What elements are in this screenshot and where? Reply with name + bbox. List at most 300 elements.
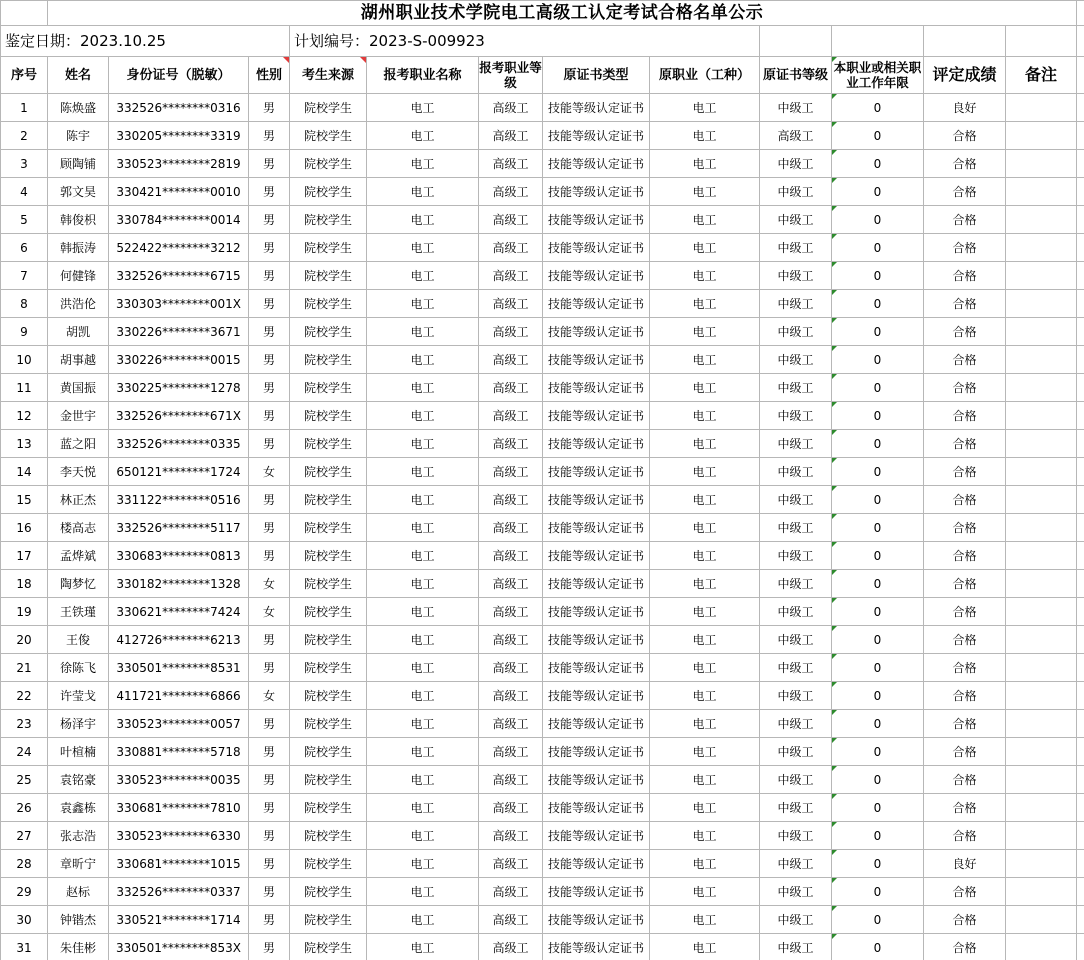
row-orig-occupation-cell[interactable]: 电工 [650,878,760,906]
edge-cell[interactable] [1077,318,1084,346]
row-level-cell[interactable]: 高级工 [479,626,543,654]
row-result-cell[interactable]: 合格 [924,514,1006,542]
row-result-cell[interactable]: 合格 [924,178,1006,206]
row-level-cell[interactable]: 高级工 [479,766,543,794]
row-remark-cell[interactable] [1006,150,1077,178]
row-gender-cell[interactable]: 男 [249,710,290,738]
row-gender-cell[interactable]: 男 [249,822,290,850]
row-result-cell[interactable]: 合格 [924,346,1006,374]
row-occupation-cell[interactable]: 电工 [367,94,479,122]
row-remark-cell[interactable] [1006,206,1077,234]
row-cert-type-cell[interactable]: 技能等级认定证书 [543,94,650,122]
row-source-cell[interactable]: 院校学生 [290,234,367,262]
row-work-years-cell[interactable]: 0 [832,430,924,458]
row-cert-level-cell[interactable]: 中级工 [760,374,832,402]
row-orig-occupation-cell[interactable]: 电工 [650,626,760,654]
row-cert-type-cell[interactable]: 技能等级认定证书 [543,346,650,374]
row-work-years-cell[interactable]: 0 [832,206,924,234]
row-cert-level-cell[interactable]: 中级工 [760,486,832,514]
row-gender-cell[interactable]: 女 [249,682,290,710]
row-cert-type-cell[interactable]: 技能等级认定证书 [543,318,650,346]
row-work-years-cell[interactable]: 0 [832,878,924,906]
row-work-years-cell[interactable]: 0 [832,542,924,570]
row-source-cell[interactable]: 院校学生 [290,122,367,150]
row-level-cell[interactable]: 高级工 [479,206,543,234]
row-cert-level-cell[interactable]: 中级工 [760,878,832,906]
row-level-cell[interactable]: 高级工 [479,178,543,206]
row-occupation-cell[interactable]: 电工 [367,150,479,178]
row-orig-occupation-cell[interactable]: 电工 [650,822,760,850]
row-id-cell[interactable]: 330182********1328 [109,570,249,598]
edge-cell[interactable] [1077,794,1084,822]
row-name-cell[interactable]: 孟烨斌 [48,542,109,570]
row-orig-occupation-cell[interactable]: 电工 [650,598,760,626]
edge-cell[interactable] [1077,906,1084,934]
header-level[interactable]: 报考职业等级 [479,57,543,94]
row-id-cell[interactable]: 330523********6330 [109,822,249,850]
row-cert-type-cell[interactable]: 技能等级认定证书 [543,542,650,570]
row-gender-cell[interactable]: 男 [249,318,290,346]
row-gender-cell[interactable]: 男 [249,542,290,570]
edge-cell[interactable] [1077,346,1084,374]
row-source-cell[interactable]: 院校学生 [290,486,367,514]
row-work-years-cell[interactable]: 0 [832,514,924,542]
edge-cell[interactable] [1077,122,1084,150]
row-work-years-cell[interactable]: 0 [832,178,924,206]
row-source-cell[interactable]: 院校学生 [290,626,367,654]
row-remark-cell[interactable] [1006,682,1077,710]
edge-cell[interactable] [1077,570,1084,598]
row-id-cell[interactable]: 330681********7810 [109,794,249,822]
header-cert-type[interactable]: 原证书类型 [543,57,650,94]
row-cert-level-cell[interactable]: 中级工 [760,542,832,570]
row-result-cell[interactable]: 合格 [924,486,1006,514]
row-name-cell[interactable]: 蓝之阳 [48,430,109,458]
row-no-cell[interactable]: 19 [1,598,48,626]
row-id-cell[interactable]: 330501********8531 [109,654,249,682]
row-result-cell[interactable]: 合格 [924,626,1006,654]
row-remark-cell[interactable] [1006,430,1077,458]
edge-cell[interactable] [1077,682,1084,710]
row-remark-cell[interactable] [1006,626,1077,654]
row-cert-level-cell[interactable]: 中级工 [760,234,832,262]
row-level-cell[interactable]: 高级工 [479,906,543,934]
row-name-cell[interactable]: 钟锴杰 [48,906,109,934]
row-remark-cell[interactable] [1006,654,1077,682]
row-cert-type-cell[interactable]: 技能等级认定证书 [543,850,650,878]
row-occupation-cell[interactable]: 电工 [367,766,479,794]
row-id-cell[interactable]: 332526********671X [109,402,249,430]
row-remark-cell[interactable] [1006,346,1077,374]
edge-cell[interactable] [1077,402,1084,430]
row-cert-type-cell[interactable]: 技能等级认定证书 [543,430,650,458]
edge-cell[interactable] [1077,234,1084,262]
row-result-cell[interactable]: 合格 [924,262,1006,290]
row-gender-cell[interactable]: 男 [249,234,290,262]
row-id-cell[interactable]: 330225********1278 [109,374,249,402]
row-remark-cell[interactable] [1006,822,1077,850]
header-source[interactable]: 考生来源 [290,57,367,94]
row-no-cell[interactable]: 24 [1,738,48,766]
row-cert-type-cell[interactable]: 技能等级认定证书 [543,710,650,738]
row-level-cell[interactable]: 高级工 [479,430,543,458]
row-id-cell[interactable]: 411721********6866 [109,682,249,710]
row-remark-cell[interactable] [1006,710,1077,738]
row-work-years-cell[interactable]: 0 [832,934,924,960]
row-orig-occupation-cell[interactable]: 电工 [650,178,760,206]
row-id-cell[interactable]: 412726********6213 [109,626,249,654]
row-id-cell[interactable]: 330523********0057 [109,710,249,738]
row-gender-cell[interactable]: 男 [249,626,290,654]
row-cert-level-cell[interactable]: 中级工 [760,598,832,626]
row-name-cell[interactable]: 顾陶铺 [48,150,109,178]
row-cert-type-cell[interactable]: 技能等级认定证书 [543,738,650,766]
row-remark-cell[interactable] [1006,794,1077,822]
row-occupation-cell[interactable]: 电工 [367,486,479,514]
row-work-years-cell[interactable]: 0 [832,94,924,122]
row-source-cell[interactable]: 院校学生 [290,206,367,234]
row-occupation-cell[interactable]: 电工 [367,794,479,822]
row-id-cell[interactable]: 330501********853X [109,934,249,960]
row-level-cell[interactable]: 高级工 [479,150,543,178]
row-no-cell[interactable]: 1 [1,94,48,122]
row-orig-occupation-cell[interactable]: 电工 [650,934,760,960]
row-work-years-cell[interactable]: 0 [832,290,924,318]
row-gender-cell[interactable]: 男 [249,94,290,122]
row-id-cell[interactable]: 330523********0035 [109,766,249,794]
row-gender-cell[interactable]: 男 [249,486,290,514]
row-orig-occupation-cell[interactable]: 电工 [650,738,760,766]
row-gender-cell[interactable]: 男 [249,122,290,150]
row-remark-cell[interactable] [1006,850,1077,878]
row-remark-cell[interactable] [1006,374,1077,402]
title-left-empty-cell[interactable] [1,1,48,26]
row-level-cell[interactable]: 高级工 [479,654,543,682]
row-name-cell[interactable]: 王铁瑾 [48,598,109,626]
row-result-cell[interactable]: 合格 [924,542,1006,570]
row-occupation-cell[interactable]: 电工 [367,430,479,458]
row-orig-occupation-cell[interactable]: 电工 [650,346,760,374]
row-orig-occupation-cell[interactable]: 电工 [650,262,760,290]
row-source-cell[interactable]: 院校学生 [290,682,367,710]
row-name-cell[interactable]: 袁铭豪 [48,766,109,794]
row-no-cell[interactable]: 29 [1,878,48,906]
header-result[interactable]: 评定成绩 [924,57,1006,94]
row-remark-cell[interactable] [1006,934,1077,960]
row-cert-type-cell[interactable]: 技能等级认定证书 [543,290,650,318]
row-gender-cell[interactable]: 男 [249,178,290,206]
row-level-cell[interactable]: 高级工 [479,290,543,318]
row-no-cell[interactable]: 26 [1,794,48,822]
row-name-cell[interactable]: 韩振涛 [48,234,109,262]
edge-cell[interactable] [1077,822,1084,850]
row-result-cell[interactable]: 合格 [924,654,1006,682]
row-level-cell[interactable]: 高级工 [479,122,543,150]
row-orig-occupation-cell[interactable]: 电工 [650,150,760,178]
row-level-cell[interactable]: 高级工 [479,738,543,766]
row-id-cell[interactable]: 330784********0014 [109,206,249,234]
row-source-cell[interactable]: 院校学生 [290,850,367,878]
row-name-cell[interactable]: 章昕宁 [48,850,109,878]
row-occupation-cell[interactable]: 电工 [367,346,479,374]
row-work-years-cell[interactable]: 0 [832,150,924,178]
row-work-years-cell[interactable]: 0 [832,458,924,486]
row-occupation-cell[interactable]: 电工 [367,906,479,934]
row-no-cell[interactable]: 15 [1,486,48,514]
row-result-cell[interactable]: 合格 [924,234,1006,262]
row-occupation-cell[interactable]: 电工 [367,570,479,598]
row-orig-occupation-cell[interactable]: 电工 [650,122,760,150]
row-cert-type-cell[interactable]: 技能等级认定证书 [543,514,650,542]
row-gender-cell[interactable]: 男 [249,346,290,374]
row-remark-cell[interactable] [1006,766,1077,794]
row-gender-cell[interactable]: 女 [249,598,290,626]
header-name[interactable]: 姓名 [48,57,109,94]
edge-cell[interactable] [1077,94,1084,122]
row-id-cell[interactable]: 331122********0516 [109,486,249,514]
row-cert-level-cell[interactable]: 中级工 [760,346,832,374]
row-occupation-cell[interactable]: 电工 [367,122,479,150]
row-orig-occupation-cell[interactable]: 电工 [650,318,760,346]
row-source-cell[interactable]: 院校学生 [290,794,367,822]
row-name-cell[interactable]: 洪浩伦 [48,290,109,318]
row-cert-type-cell[interactable]: 技能等级认定证书 [543,626,650,654]
row-id-cell[interactable]: 330205********3319 [109,122,249,150]
row-level-cell[interactable]: 高级工 [479,570,543,598]
row-work-years-cell[interactable]: 0 [832,262,924,290]
row-result-cell[interactable]: 合格 [924,402,1006,430]
row-gender-cell[interactable]: 男 [249,262,290,290]
row-work-years-cell[interactable]: 0 [832,654,924,682]
row-no-cell[interactable]: 30 [1,906,48,934]
row-cert-level-cell[interactable]: 中级工 [760,794,832,822]
row-level-cell[interactable]: 高级工 [479,346,543,374]
row-level-cell[interactable]: 高级工 [479,94,543,122]
row-id-cell[interactable]: 330226********3671 [109,318,249,346]
row-source-cell[interactable]: 院校学生 [290,710,367,738]
row-no-cell[interactable]: 18 [1,570,48,598]
row-name-cell[interactable]: 赵标 [48,878,109,906]
row-work-years-cell[interactable]: 0 [832,766,924,794]
row-source-cell[interactable]: 院校学生 [290,878,367,906]
row-occupation-cell[interactable]: 电工 [367,458,479,486]
edge-cell[interactable] [1077,934,1084,960]
row-source-cell[interactable]: 院校学生 [290,458,367,486]
row-level-cell[interactable]: 高级工 [479,878,543,906]
row-name-cell[interactable]: 李天悦 [48,458,109,486]
row-result-cell[interactable]: 合格 [924,318,1006,346]
row-source-cell[interactable]: 院校学生 [290,178,367,206]
row-gender-cell[interactable]: 男 [249,766,290,794]
edge-cell[interactable] [1077,850,1084,878]
row-id-cell[interactable]: 332526********5117 [109,514,249,542]
row-orig-occupation-cell[interactable]: 电工 [650,430,760,458]
row-level-cell[interactable]: 高级工 [479,682,543,710]
header-work-years[interactable]: 本职业或相关职业工作年限 [832,57,924,94]
row-level-cell[interactable]: 高级工 [479,794,543,822]
row-work-years-cell[interactable]: 0 [832,598,924,626]
row-source-cell[interactable]: 院校学生 [290,906,367,934]
row-occupation-cell[interactable]: 电工 [367,710,479,738]
row-work-years-cell[interactable]: 0 [832,346,924,374]
row-no-cell[interactable]: 7 [1,262,48,290]
row-result-cell[interactable]: 合格 [924,458,1006,486]
row-orig-occupation-cell[interactable]: 电工 [650,94,760,122]
row-cert-level-cell[interactable]: 中级工 [760,514,832,542]
row-cert-level-cell[interactable]: 中级工 [760,458,832,486]
row-source-cell[interactable]: 院校学生 [290,570,367,598]
row-occupation-cell[interactable]: 电工 [367,374,479,402]
row-level-cell[interactable]: 高级工 [479,514,543,542]
edge-cell[interactable] [1077,486,1084,514]
row-level-cell[interactable]: 高级工 [479,542,543,570]
row-occupation-cell[interactable]: 电工 [367,682,479,710]
row-orig-occupation-cell[interactable]: 电工 [650,374,760,402]
row-occupation-cell[interactable]: 电工 [367,934,479,960]
edge-cell[interactable] [1077,178,1084,206]
row-level-cell[interactable]: 高级工 [479,934,543,960]
meta-empty-cell[interactable] [760,26,832,57]
row-source-cell[interactable]: 院校学生 [290,290,367,318]
row-result-cell[interactable]: 合格 [924,738,1006,766]
row-no-cell[interactable]: 16 [1,514,48,542]
row-cert-type-cell[interactable]: 技能等级认定证书 [543,766,650,794]
row-occupation-cell[interactable]: 电工 [367,822,479,850]
row-work-years-cell[interactable]: 0 [832,486,924,514]
row-no-cell[interactable]: 31 [1,934,48,960]
row-work-years-cell[interactable]: 0 [832,850,924,878]
meta-empty-cell[interactable] [1006,26,1077,57]
row-source-cell[interactable]: 院校学生 [290,514,367,542]
row-level-cell[interactable]: 高级工 [479,374,543,402]
row-name-cell[interactable]: 楼高志 [48,514,109,542]
row-orig-occupation-cell[interactable]: 电工 [650,682,760,710]
row-remark-cell[interactable] [1006,458,1077,486]
header-occupation[interactable]: 报考职业名称 [367,57,479,94]
row-source-cell[interactable]: 院校学生 [290,542,367,570]
row-no-cell[interactable]: 8 [1,290,48,318]
edge-cell[interactable] [1077,57,1084,94]
row-source-cell[interactable]: 院校学生 [290,318,367,346]
row-gender-cell[interactable]: 男 [249,150,290,178]
row-cert-level-cell[interactable]: 中级工 [760,850,832,878]
row-remark-cell[interactable] [1006,570,1077,598]
edge-cell[interactable] [1077,626,1084,654]
header-no[interactable]: 序号 [1,57,48,94]
row-gender-cell[interactable]: 女 [249,458,290,486]
row-work-years-cell[interactable]: 0 [832,318,924,346]
row-cert-type-cell[interactable]: 技能等级认定证书 [543,374,650,402]
row-cert-level-cell[interactable]: 中级工 [760,430,832,458]
edge-cell[interactable] [1077,514,1084,542]
appraisal-date-cell[interactable] [1,26,290,57]
row-cert-level-cell[interactable]: 中级工 [760,178,832,206]
row-id-cell[interactable]: 330421********0010 [109,178,249,206]
row-level-cell[interactable]: 高级工 [479,402,543,430]
row-work-years-cell[interactable]: 0 [832,738,924,766]
edge-cell[interactable] [1077,206,1084,234]
row-no-cell[interactable]: 22 [1,682,48,710]
edge-cell[interactable] [1077,766,1084,794]
row-orig-occupation-cell[interactable]: 电工 [650,486,760,514]
edge-cell[interactable] [1077,262,1084,290]
row-gender-cell[interactable]: 男 [249,654,290,682]
row-id-cell[interactable]: 522422********3212 [109,234,249,262]
row-name-cell[interactable]: 徐陈飞 [48,654,109,682]
row-no-cell[interactable]: 14 [1,458,48,486]
row-cert-level-cell[interactable]: 中级工 [760,738,832,766]
row-result-cell[interactable]: 合格 [924,374,1006,402]
row-no-cell[interactable]: 3 [1,150,48,178]
row-cert-level-cell[interactable]: 中级工 [760,290,832,318]
sheet-title[interactable]: 湖州职业技术学院电工高级工认定考试合格名单公示 [48,1,1077,26]
row-remark-cell[interactable] [1006,878,1077,906]
row-source-cell[interactable]: 院校学生 [290,94,367,122]
row-remark-cell[interactable] [1006,262,1077,290]
row-occupation-cell[interactable]: 电工 [367,178,479,206]
row-name-cell[interactable]: 张志浩 [48,822,109,850]
row-orig-occupation-cell[interactable]: 电工 [650,514,760,542]
row-cert-type-cell[interactable]: 技能等级认定证书 [543,150,650,178]
edge-cell[interactable] [1077,374,1084,402]
row-remark-cell[interactable] [1006,598,1077,626]
row-remark-cell[interactable] [1006,906,1077,934]
row-name-cell[interactable]: 何健锋 [48,262,109,290]
row-id-cell[interactable]: 330621********7424 [109,598,249,626]
row-occupation-cell[interactable]: 电工 [367,626,479,654]
edge-cell[interactable] [1077,738,1084,766]
row-name-cell[interactable]: 韩俊枳 [48,206,109,234]
row-remark-cell[interactable] [1006,178,1077,206]
row-cert-type-cell[interactable]: 技能等级认定证书 [543,794,650,822]
row-work-years-cell[interactable]: 0 [832,374,924,402]
row-no-cell[interactable]: 12 [1,402,48,430]
row-id-cell[interactable]: 330683********0813 [109,542,249,570]
row-level-cell[interactable]: 高级工 [479,262,543,290]
row-cert-type-cell[interactable]: 技能等级认定证书 [543,654,650,682]
row-work-years-cell[interactable]: 0 [832,626,924,654]
row-gender-cell[interactable]: 男 [249,402,290,430]
row-orig-occupation-cell[interactable]: 电工 [650,234,760,262]
row-level-cell[interactable]: 高级工 [479,710,543,738]
row-occupation-cell[interactable]: 电工 [367,206,479,234]
row-result-cell[interactable]: 合格 [924,570,1006,598]
row-result-cell[interactable]: 合格 [924,878,1006,906]
row-occupation-cell[interactable]: 电工 [367,878,479,906]
edge-cell[interactable] [1077,290,1084,318]
row-cert-level-cell[interactable]: 中级工 [760,206,832,234]
row-cert-type-cell[interactable]: 技能等级认定证书 [543,234,650,262]
row-source-cell[interactable]: 院校学生 [290,822,367,850]
row-level-cell[interactable]: 高级工 [479,850,543,878]
row-id-cell[interactable]: 330881********5718 [109,738,249,766]
plan-number-cell[interactable] [290,26,760,57]
row-id-cell[interactable]: 650121********1724 [109,458,249,486]
edge-cell[interactable] [1077,710,1084,738]
row-cert-level-cell[interactable]: 中级工 [760,262,832,290]
row-cert-level-cell[interactable]: 中级工 [760,934,832,960]
row-no-cell[interactable]: 9 [1,318,48,346]
row-result-cell[interactable]: 合格 [924,122,1006,150]
row-id-cell[interactable]: 330523********2819 [109,150,249,178]
row-name-cell[interactable]: 胡凯 [48,318,109,346]
row-cert-level-cell[interactable]: 中级工 [760,710,832,738]
row-id-cell[interactable]: 330226********0015 [109,346,249,374]
row-result-cell[interactable]: 合格 [924,430,1006,458]
row-remark-cell[interactable] [1006,738,1077,766]
row-work-years-cell[interactable]: 0 [832,906,924,934]
row-no-cell[interactable]: 28 [1,850,48,878]
